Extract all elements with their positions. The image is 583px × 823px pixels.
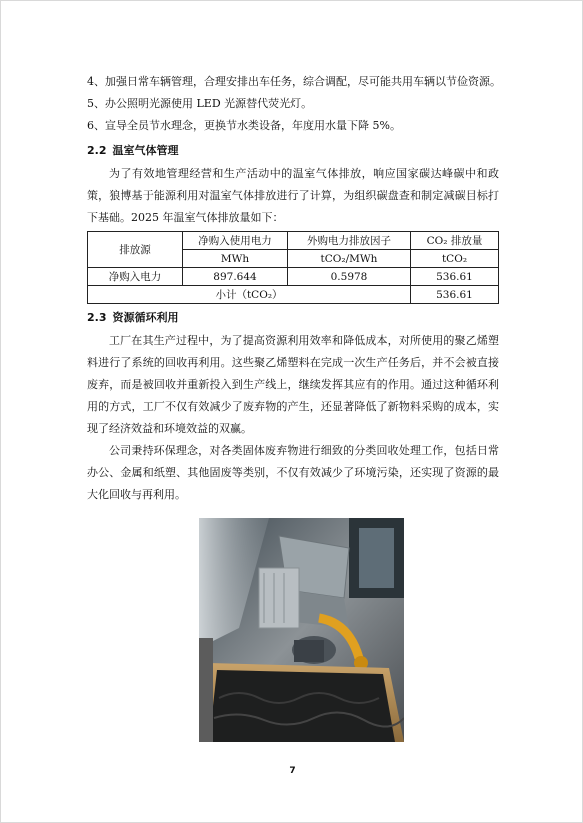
list-item-6: 6、宣导全员节水理念，更换节水类设备，年度用水量下降 5%。 [87,119,401,132]
section-title: 资源循环利用 [112,311,179,324]
list-item-5: 5、办公照明光源使用 LED 光源替代荧光灯。 [87,97,313,110]
header-net-electricity: 净购入使用电力 [183,232,288,250]
row-emissions-value: 536.61 [411,268,499,286]
recycling-paragraph-1: 工厂在其生产过程中，为了提高资源利用效率和降低成本，对所使用的聚乙烯塑料进行了系统的回收再利用。这些聚乙烯塑料在完成一次生产任务后，并不会被直接废弃，而是被回收并重新投入到生产线上，继续发挥其应有的作用。通过这种循环利用的方式，工厂不仅有效减少了废弃物的产生，还显著降低了新物料采购的成本，实现了经济效益和环境效益的双赢。 [87,334,499,435]
photo-illustration [199,518,404,742]
row-electricity-value: 897.644 [183,268,288,286]
page-number: 7 [289,766,296,776]
row-source: 净购入电力 [88,268,183,286]
unit-tco2: tCO₂ [411,250,499,268]
section-number: 2.3 [87,311,107,324]
table-row [88,268,499,286]
ghg-intro-paragraph: 为了有效地管理经营和生产活动中的温室气体排放，响应国家碳达峰碳中和政策，狼博基于能源利用对温室气体排放进行了计算，为组织碳盘查和制定减碳目标打下基础。2025 年温室气体排放量如下： [87,167,499,224]
subtotal-label: 小计（tCO₂） [88,286,411,304]
section-heading-2-2 [87,141,499,161]
header-co2-emissions: CO₂ 排放量 [411,232,499,250]
header-emission-factor: 外购电力排放因子 [288,232,411,250]
table-subtotal-row [88,286,499,304]
ghg-emissions-table [87,231,499,304]
section-number: 2.2 [87,144,107,157]
row-factor-value: 0.5978 [288,268,411,286]
page-content [87,71,499,506]
section-heading-2-3 [87,308,499,328]
recycling-paragraph-2: 公司秉持环保理念，对各类固体废弃物进行细致的分类回收处理工作，包括日常办公、金属和纸塑、其他固废等类别，不仅有效减少了环境污染，还实现了资源的最大化回收与再利用。 [87,444,499,501]
list-item-4: 4、加强日常车辆管理，合理安排出车任务，综合调配，尽可能共用车辆以节俭资源。 [87,75,501,88]
header-emission-source: 排放源 [88,232,183,268]
recycling-machine-photo [199,518,404,742]
unit-tco2-per-mwh: tCO₂/MWh [288,250,411,268]
subtotal-value: 536.61 [411,286,499,304]
unit-mwh: MWh [183,250,288,268]
section-title: 温室气体管理 [112,144,179,157]
